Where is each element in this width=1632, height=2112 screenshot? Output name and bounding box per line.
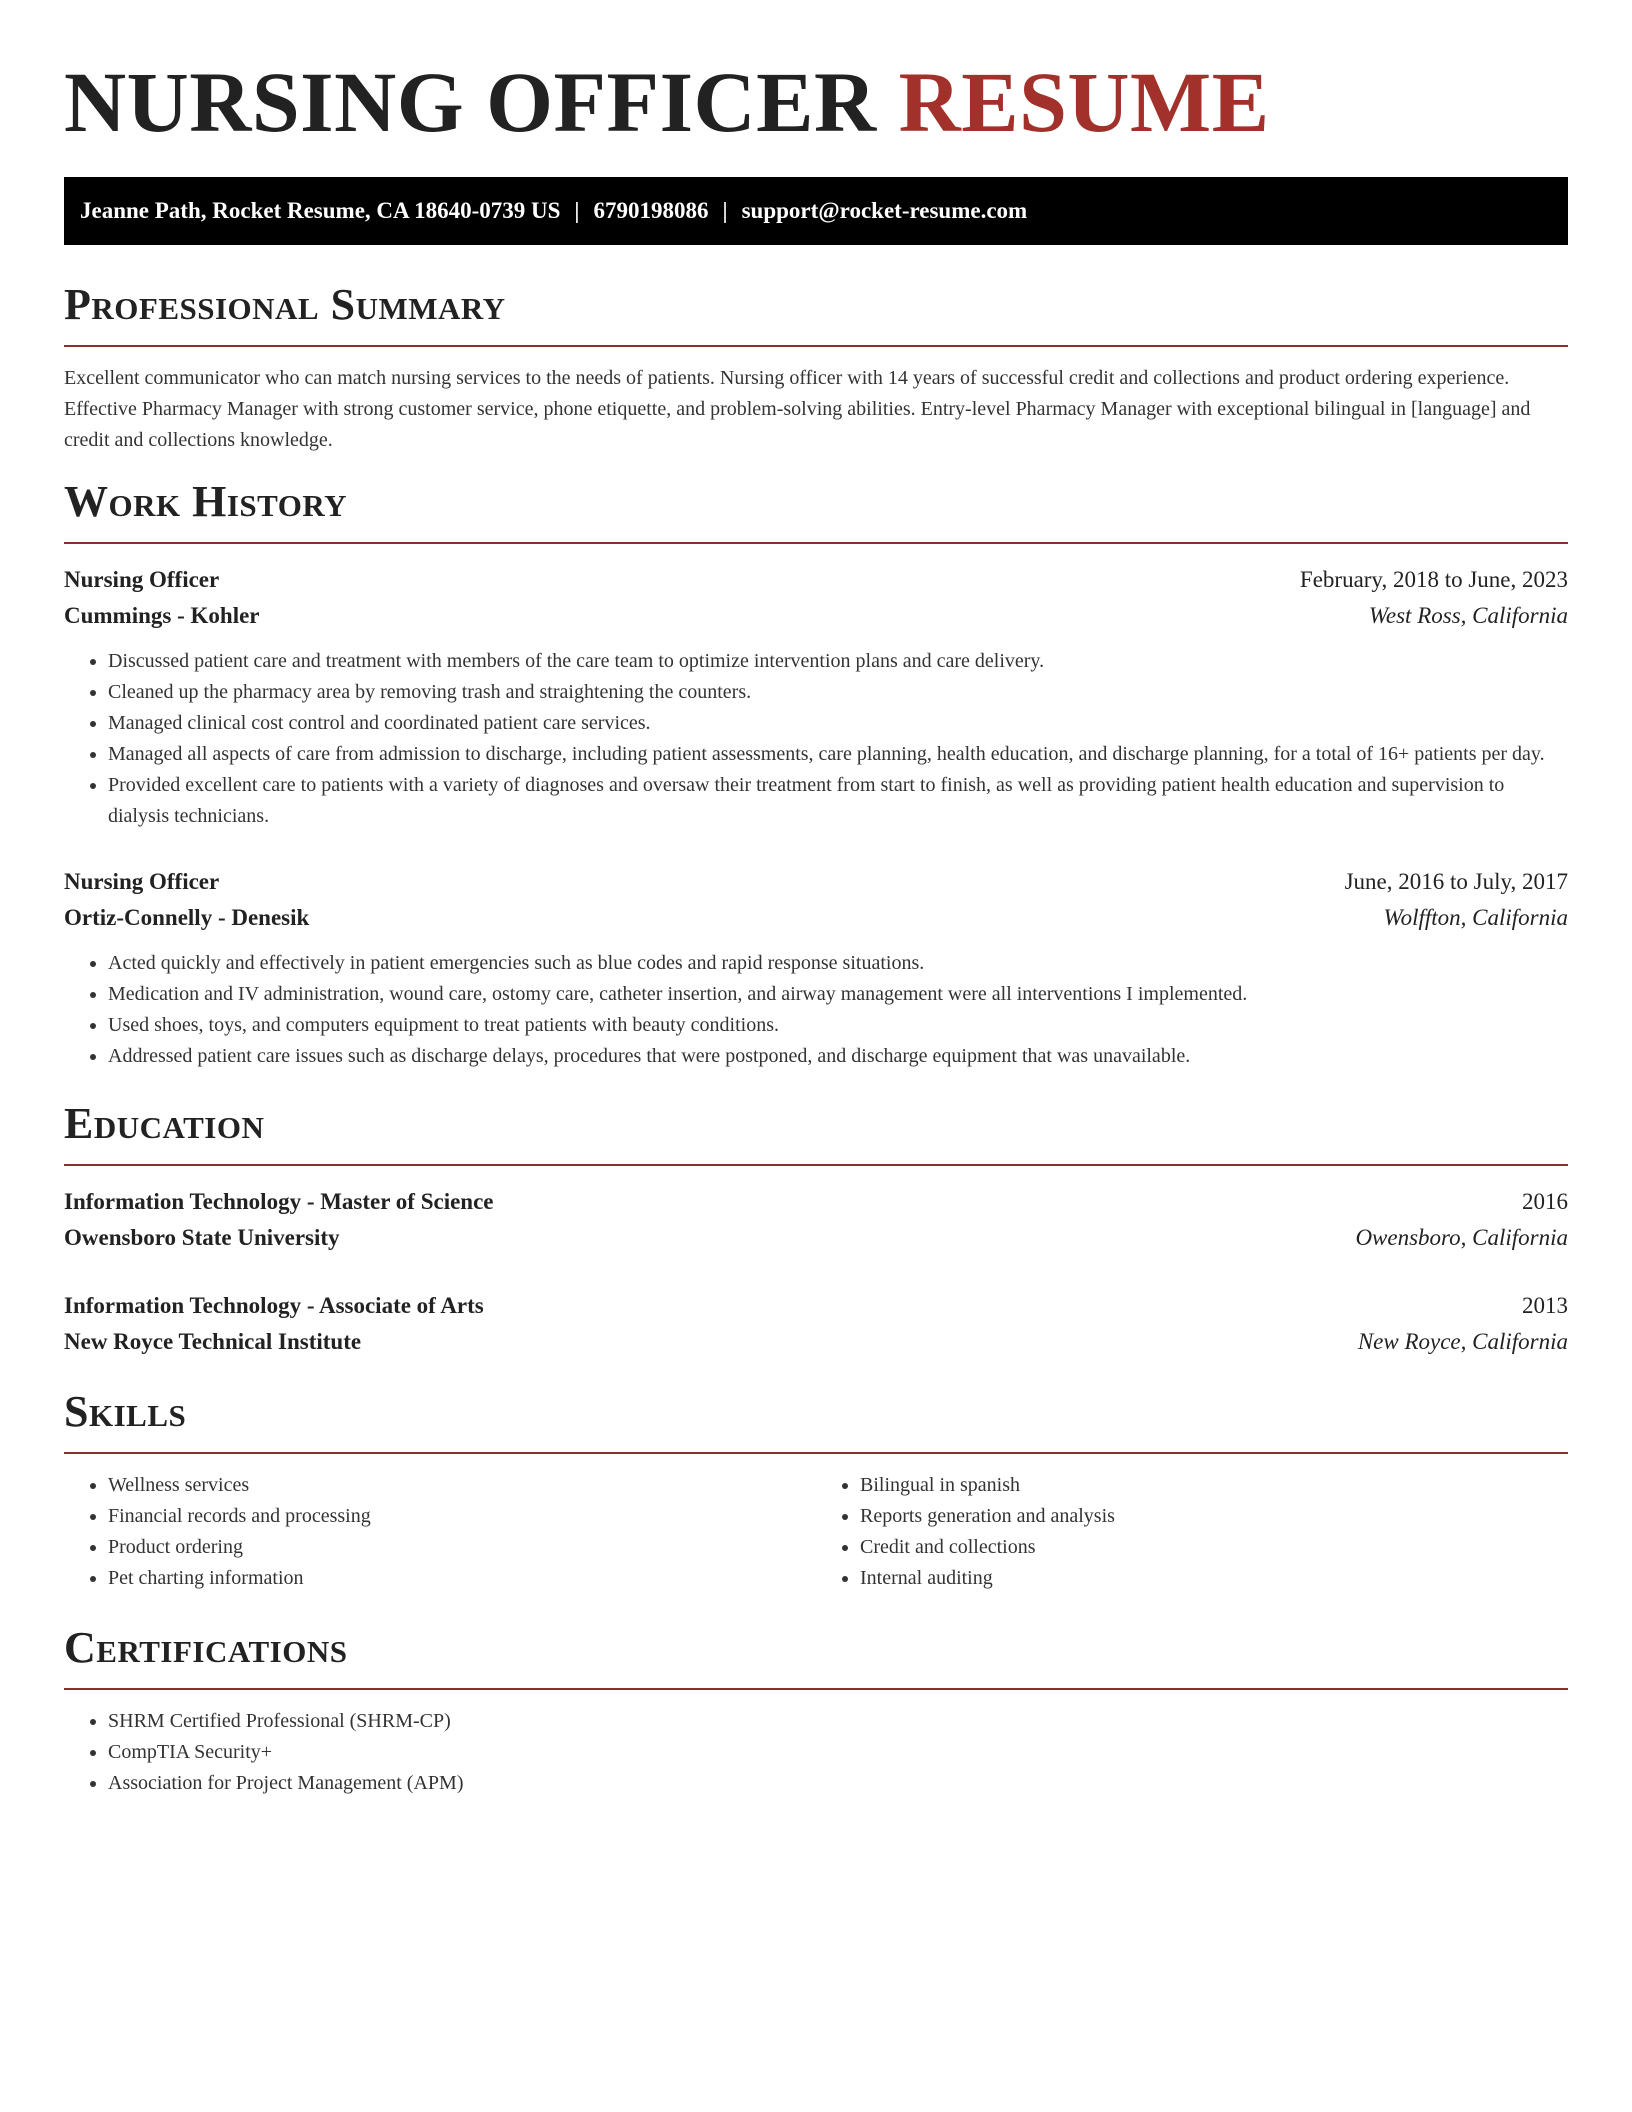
section-divider xyxy=(64,1164,1568,1166)
summary-section xyxy=(64,279,1568,456)
contact-email: support@rocket-resume.com xyxy=(741,198,1028,223)
job-entry xyxy=(64,562,1568,832)
education-degree: Information Technology - Associate of Arts xyxy=(64,1293,484,1318)
section-heading-skills: Skills xyxy=(64,1387,187,1436)
job-duty: • Used shoes, toys, and computers equipment to treat patients with beauty conditions. xyxy=(108,1010,1568,1041)
contact-phone: 6790198086 xyxy=(593,198,709,223)
skills-section xyxy=(64,1386,1568,1594)
job-entry xyxy=(64,864,1568,1072)
title-accent: RESUME xyxy=(898,54,1270,150)
education-location: New Royce, California xyxy=(1357,1329,1568,1354)
education-degree-row xyxy=(64,1184,1568,1220)
job-duty: • Provided excellent care to patients with a variety of diagnoses and oversaw their treatment from start to finish, as well as providing patient health education and supervision to dialysis technicians. xyxy=(108,770,1568,832)
education-entry xyxy=(64,1184,1568,1256)
job-duty: • Managed clinical cost control and coordinated patient care services. xyxy=(108,708,1568,739)
job-title: Nursing Officer xyxy=(64,567,220,592)
education-school-row xyxy=(64,1324,1568,1360)
certification-item: • CompTIA Security+ xyxy=(108,1737,1568,1768)
certification-item: • Association for Project Management (APM) xyxy=(108,1768,1568,1799)
job-duty: • Discussed patient care and treatment with members of the care team to optimize intervention plans and care delivery. xyxy=(108,646,1568,677)
section-heading-certifications: Certifications xyxy=(64,1623,348,1672)
skills-list-right xyxy=(816,1470,1568,1594)
certifications-list xyxy=(64,1706,1568,1799)
education-degree-row xyxy=(64,1288,1568,1324)
education-section xyxy=(64,1098,1568,1360)
summary-text: Excellent communicator who can match nursing services to the needs of patients. Nursing officer with 14 years of successful credit and collections and product ordering experience. Effective Pharmacy Manager with strong customer service, phone etiquette, and problem-solving abilities. Entry-level Pharmacy Manager with exceptional bilingual in [language] and credit and collections knowledge. xyxy=(64,367,1531,451)
skill-item: • Internal auditing xyxy=(860,1563,1568,1594)
skill-item: • Pet charting information xyxy=(108,1563,816,1594)
education-entry xyxy=(64,1288,1568,1360)
contact-address: Jeanne Path, Rocket Resume, CA 18640-0739 US xyxy=(80,198,561,223)
job-company-row xyxy=(64,900,1568,936)
title-main: NURSING OFFICER xyxy=(64,54,877,150)
section-heading-work-history: Work History xyxy=(64,477,348,526)
job-dates: June, 2016 to July, 2017 xyxy=(1344,869,1568,894)
contact-separator: | xyxy=(574,198,580,223)
certification-item: • SHRM Certified Professional (SHRM-CP) xyxy=(108,1706,1568,1737)
skill-item: • Credit and collections xyxy=(860,1532,1568,1563)
job-dates: February, 2018 to June, 2023 xyxy=(1299,567,1568,592)
job-duties-list xyxy=(64,948,1568,1072)
skill-item: • Product ordering xyxy=(108,1532,816,1563)
skill-item: • Reports generation and analysis xyxy=(860,1501,1568,1532)
job-duty: • Managed all aspects of care from admission to discharge, including patient assessments, care planning, health education, and discharge planning, for a total of 16+ patients per day. xyxy=(108,739,1568,770)
job-company: Cummings - Kohler xyxy=(64,603,260,628)
job-duty: • Cleaned up the pharmacy area by removing trash and straightening the counters. xyxy=(108,677,1568,708)
contact-separator: | xyxy=(722,198,728,223)
certifications-section xyxy=(64,1622,1568,1799)
section-divider xyxy=(64,1452,1568,1454)
job-duty: • Addressed patient care issues such as discharge delays, procedures that were postponed, and discharge equipment that was unavailable. xyxy=(108,1041,1568,1072)
section-heading-education: Education xyxy=(64,1099,265,1148)
skills-list-left xyxy=(64,1470,816,1594)
work-history-section xyxy=(64,476,1568,1072)
skill-item: • Bilingual in spanish xyxy=(860,1470,1568,1501)
section-divider xyxy=(64,542,1568,544)
education-degree: Information Technology - Master of Science xyxy=(64,1189,494,1214)
job-duty: • Medication and IV administration, wound care, ostomy care, catheter insertion, and airway management were all interventions I implemented. xyxy=(108,979,1568,1010)
job-header-row xyxy=(64,864,1568,900)
education-year: 2013 xyxy=(1522,1293,1568,1318)
skill-item: • Financial records and processing xyxy=(108,1501,816,1532)
job-company: Ortiz-Connelly - Denesik xyxy=(64,905,310,930)
job-company-row xyxy=(64,598,1568,634)
job-header-row xyxy=(64,562,1568,598)
contact-bar xyxy=(64,177,1568,245)
resume-title xyxy=(64,0,1568,152)
skill-item: • Wellness services xyxy=(108,1470,816,1501)
job-duty: • Acted quickly and effectively in patient emergencies such as blue codes and rapid response situations. xyxy=(108,948,1568,979)
education-school: Owensboro State University xyxy=(64,1225,340,1250)
job-location: Wolffton, California xyxy=(1383,905,1568,930)
education-year: 2016 xyxy=(1522,1189,1568,1214)
job-title: Nursing Officer xyxy=(64,869,220,894)
section-heading-summary: Professional Summary xyxy=(64,280,506,329)
education-school-row xyxy=(64,1220,1568,1256)
job-duties-list xyxy=(64,646,1568,832)
education-location: Owensboro, California xyxy=(1355,1225,1568,1250)
education-school: New Royce Technical Institute xyxy=(64,1329,362,1354)
skills-grid xyxy=(64,1470,1568,1594)
job-location: West Ross, California xyxy=(1368,603,1568,628)
section-divider xyxy=(64,1688,1568,1690)
section-divider xyxy=(64,345,1568,347)
